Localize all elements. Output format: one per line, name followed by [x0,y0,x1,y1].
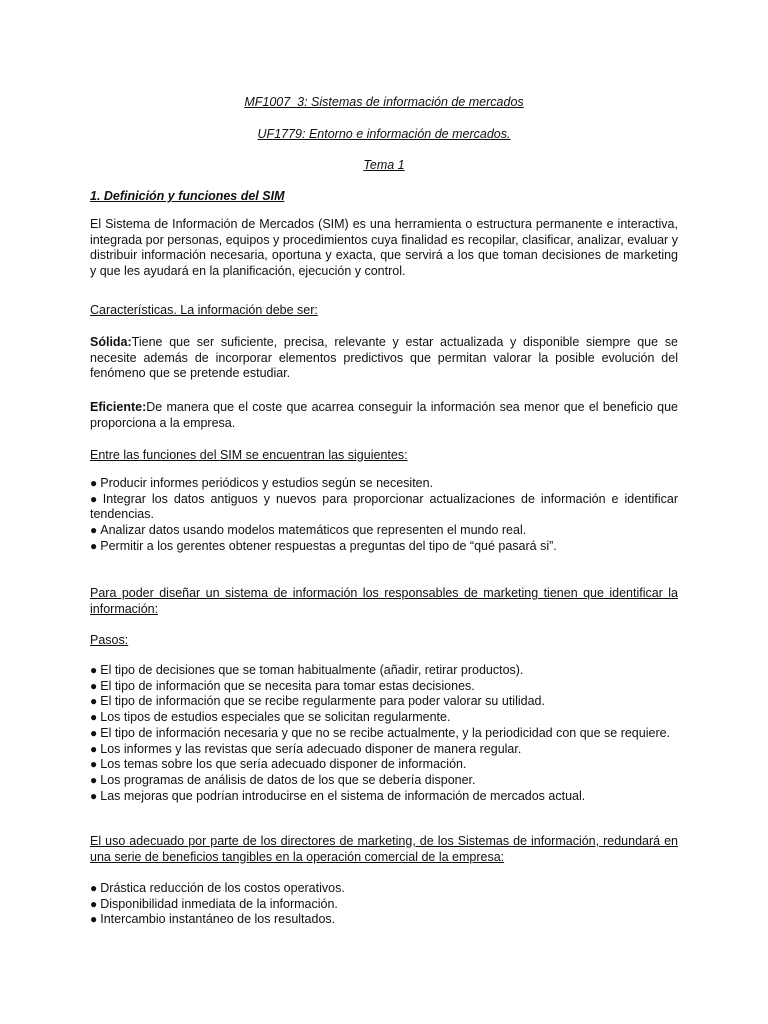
bullet-icon: ● [90,476,98,490]
bullet-icon: ● [90,710,98,725]
list-item: ● Permitir a los gerentes obtener respuestas a preguntas del tipo de “qué pasará si”. [90,538,557,553]
eficiente-label: Eficiente: [90,400,147,414]
module-title: MF1007_3: Sistemas de información de mercados [244,95,524,109]
bullet-icon: ● [90,678,98,693]
topic-title: Tema 1 [363,158,405,172]
list-item: ● Disponibilidad inmediata de la información. [90,896,338,911]
functions-heading: Entre las funciones del SIM se encuentran las siguientes: [90,448,408,462]
solida-text: Tiene que ser suficiente, precisa, relevante y estar actualizada y disponible siempre que se necesite además de incorporar elementos predictivos que permitan valorar la posible evolución del fenómeno que se pretende estudiar. [90,335,678,381]
bullet-icon: ● [90,741,98,756]
list-item: ● El tipo de información que se necesita para tomar estas decisiones. [90,678,475,693]
eficiente-paragraph [90,400,678,431]
bullet-icon: ● [90,881,98,895]
list-item: ● El tipo de decisiones que se toman habitualmente (añadir, retirar productos). [90,663,524,677]
design-heading: Para poder diseñar un sistema de información los responsables de marketing tienen que identificar la información: [90,586,678,616]
steps-heading: Pasos: [90,633,129,647]
bullet-icon: ● [90,663,98,677]
benefits-list [90,881,678,928]
unit-title: UF1779: Entorno e información de mercados. [257,127,511,141]
list-item: ● Drástica reducción de los costos operativos. [90,881,345,895]
list-item: ● Las mejoras que podrían introducirse en el sistema de información de mercados actual. [90,788,586,803]
list-item: ● El tipo de información necesaria y que no se recibe actualmente, y la periodicidad con que se requiere. [90,725,671,740]
list-item: ● Los programas de análisis de datos de los que se debería disponer. [90,772,476,787]
benefits-heading: El uso adecuado por parte de los directores de marketing, de los Sistemas de información, redundará en una serie de beneficios tangibles en la operación comercial de la empresa: [90,834,678,864]
section-title: 1. Definición y funciones del SIM [90,189,285,203]
list-item: ● El tipo de información que se recibe regularmente para poder valorar su utilidad. [90,694,545,709]
bullet-icon: ● [90,757,98,772]
list-item: ● Producir informes periódicos y estudios según se necesiten. [90,476,434,490]
bullet-icon: ● [90,523,98,538]
steps-list [90,663,678,804]
list-item: ● Integrar los datos antiguos y nuevos para proporcionar actualizaciones de información e identificar tendencias. [90,491,679,522]
intro-paragraph: El Sistema de Información de Mercados (SIM) es una herramienta o estructura permanente e interactiva, integrada por personas, equipos y procedimientos cuya finalidad es recopilar, clasificar, analizar, evaluar y distribuir información necesaria, oportuna y exacta, que servirá a los que toman decisiones de marketing y que les ayudará en la planificación, ejecución y control. [90,217,678,279]
list-item: ● Los temas sobre los que sería adecuado disponer de información. [90,757,467,772]
bullet-icon: ● [90,896,98,911]
solida-label: Sólida: [90,335,132,349]
list-item: ● Los informes y las revistas que sería adecuado disponer de manera regular. [90,741,522,756]
bullet-icon: ● [90,725,98,740]
characteristics-heading: Características. La información debe ser: [90,303,318,317]
bullet-icon: ● [90,772,98,787]
bullet-icon: ● [90,912,98,927]
bullet-icon: ● [90,694,98,709]
solida-paragraph [90,335,678,382]
eficiente-text: De manera que el coste que acarrea conseguir la información sea menor que el beneficio que proporciona a la empresa. [90,400,678,430]
bullet-icon: ● [90,788,98,803]
bullet-icon: ● [90,491,100,506]
functions-list [90,476,678,555]
list-item: ● Analizar datos usando modelos matemáticos que representen el mundo real. [90,523,527,538]
list-item: ● Intercambio instantáneo de los resultados. [90,912,336,927]
bullet-icon: ● [90,538,98,553]
list-item: ● Los tipos de estudios especiales que se solicitan regularmente. [90,710,451,725]
